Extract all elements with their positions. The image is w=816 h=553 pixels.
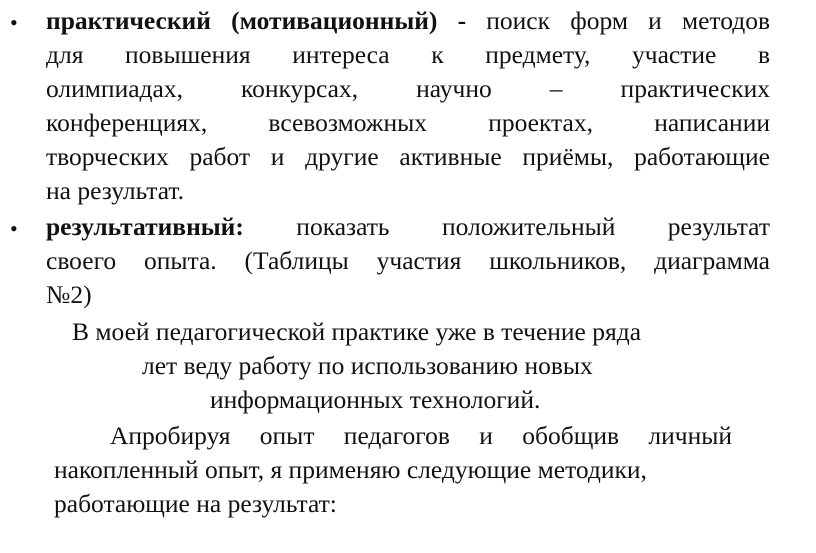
bullet-2-line-2: своего опыта. (Таблицы участия школьников, диаграмма	[46, 246, 770, 275]
bullet-1-text: поиск форм и методов	[486, 6, 771, 35]
paragraph-2-line-2: накопленный опыт, я применяю следующие методики,	[54, 455, 647, 484]
paragraph-1-line-1: В моей педагогической практике уже в течение ряда	[72, 317, 642, 346]
paragraph-2-line-1: Апробируя опыт педагогов и обобщив личный	[110, 421, 732, 450]
bullet-1-term: практический (мотивационный) -	[46, 6, 467, 35]
bullet-1-line-6: на результат.	[46, 176, 184, 205]
paragraph-2-line-3: работающие на результат:	[54, 489, 337, 518]
bullet-1-line-4: конференциях, всевозможных проектах, написании	[46, 108, 770, 137]
bullet-1-line-5: творческих работ и другие активные приёмы, работающие	[46, 142, 770, 171]
bullet-marker: •	[10, 216, 18, 241]
bullet-2-line-3: №2)	[46, 280, 92, 309]
bullet-2-term: результативный:	[46, 212, 244, 241]
bullet-2-text: показать положительный результат	[296, 212, 770, 241]
bullet-1-line-1	[46, 4, 770, 38]
bullet-1-line-3: олимпиадах, конкурсах, научно – практических	[46, 74, 770, 103]
paragraph-1-line-2: лет веду работу по использованию новых	[142, 351, 593, 380]
bullet-2-line-1	[46, 210, 770, 244]
bullet-marker: •	[10, 10, 18, 35]
bullet-1-line-2: для повышения интереса к предмету, участие в	[46, 40, 770, 69]
paragraph-1-line-3: информационных технологий.	[210, 385, 541, 414]
